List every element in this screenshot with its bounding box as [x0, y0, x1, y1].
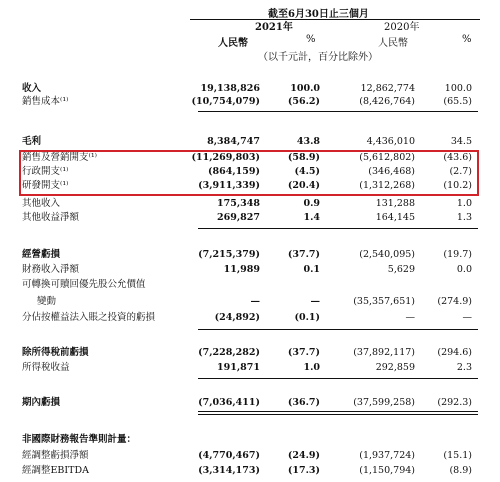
value-2020: (37,892,117)	[353, 347, 415, 358]
pct-2020: 1.3	[456, 212, 472, 223]
row-label: 毛利	[22, 136, 42, 147]
table-row	[0, 450, 500, 462]
pct-2020: 34.5	[450, 136, 472, 147]
table-row	[0, 279, 500, 291]
pct-2020: 1.0	[456, 198, 472, 209]
row-label: 經營虧損	[22, 249, 61, 260]
pct-2021: (37.7)	[287, 347, 320, 358]
value-2020: (5,612,802)	[359, 152, 415, 163]
pct-2021: (36.7)	[287, 397, 320, 408]
row-label: 研發開支⁽¹⁾	[22, 180, 69, 191]
row-label: 財務收入淨額	[22, 264, 80, 275]
pct-2020-header: %	[462, 34, 472, 45]
pct-2020: 2.3	[456, 362, 472, 373]
value-2020: (37,599,258)	[353, 397, 415, 408]
rmb-2020-header: 人民幣	[378, 38, 408, 49]
row-label: 行政開支⁽¹⁾	[22, 166, 69, 177]
unit-note: （以千元計，百分比除外）	[258, 52, 378, 63]
rmb-2021-header: 人民幣	[218, 38, 248, 49]
table-row	[0, 136, 500, 148]
value-2021: 191,871	[217, 362, 260, 373]
row-label: 非國際財務報告準則計量：	[22, 434, 137, 445]
row-label: 經調整EBITDA	[22, 465, 89, 476]
value-2021: (11,269,803)	[191, 152, 260, 163]
pct-2020: (2.7)	[449, 166, 472, 177]
subtotal-rule	[198, 111, 478, 112]
pct-2020: (15.1)	[443, 450, 472, 461]
pct-2020: (292.3)	[437, 397, 472, 408]
row-label: 變動	[37, 296, 57, 307]
pct-2020: (65.5)	[443, 96, 472, 107]
subtotal-rule	[198, 329, 478, 330]
pct-2020: (19.7)	[443, 249, 472, 260]
row-label: 除所得稅前虧損	[22, 347, 89, 358]
header-rule	[190, 19, 480, 20]
value-2020: 4,436,010	[366, 136, 415, 147]
table-row	[0, 465, 500, 477]
table-row	[0, 96, 500, 108]
value-2021: (3,314,173)	[198, 465, 260, 476]
value-2021: (10,754,079)	[191, 96, 260, 107]
value-2020: (2,540,095)	[359, 249, 415, 260]
pct-2021: (56.2)	[287, 96, 320, 107]
pct-2021: (58.9)	[287, 152, 320, 163]
table-row	[0, 198, 500, 210]
subtotal-rule	[198, 228, 478, 229]
pct-2020: (8.9)	[449, 465, 472, 476]
value-2020: —	[405, 312, 415, 323]
pct-2021: 1.4	[303, 212, 320, 223]
value-2021: (3,911,339)	[198, 180, 260, 191]
pct-2020: (274.9)	[437, 296, 472, 307]
value-2020: 164,145	[375, 212, 415, 223]
total-double-rule	[198, 411, 478, 415]
value-2021: 19,138,826	[200, 83, 260, 94]
table-row	[0, 212, 500, 224]
pct-2020: (43.6)	[443, 152, 472, 163]
row-label: 銷售成本⁽¹⁾	[22, 96, 69, 107]
row-label: 其他收益淨額	[22, 212, 80, 223]
pct-2021: 1.0	[303, 362, 320, 373]
row-label: 銷售及營銷開支⁽¹⁾	[22, 152, 97, 163]
value-2021: (7,215,379)	[198, 249, 260, 260]
pct-2020: 100.0	[444, 83, 472, 94]
row-label: 所得稅收益	[22, 362, 70, 373]
table-row	[0, 83, 500, 95]
pct-2021: 0.1	[303, 264, 320, 275]
value-2020: 131,288	[375, 198, 415, 209]
pct-2021: 0.9	[303, 198, 320, 209]
value-2020: (35,357,651)	[353, 296, 415, 307]
pct-2021: (20.4)	[287, 180, 320, 191]
subtotal-rule	[198, 378, 478, 379]
year-2020-header: 2020年	[384, 22, 420, 33]
table-row	[0, 362, 500, 374]
value-2020: 12,862,774	[360, 83, 415, 94]
table-row	[0, 397, 500, 409]
value-2021: (7,228,282)	[198, 347, 260, 358]
table-row	[0, 296, 500, 308]
value-2020: (1,150,794)	[359, 465, 415, 476]
value-2020: 5,629	[387, 264, 415, 275]
pct-2021: 100.0	[290, 83, 320, 94]
value-2020: 292,859	[375, 362, 415, 373]
value-2020: (1,312,268)	[359, 180, 415, 191]
table-row	[0, 312, 500, 324]
value-2021: (864,159)	[208, 166, 260, 177]
value-2021: (24,892)	[214, 312, 260, 323]
table-row	[0, 249, 500, 261]
table-row	[0, 347, 500, 359]
table-row	[0, 264, 500, 276]
row-label: 分佔按權益法入賬之投資的虧損	[22, 312, 156, 323]
pct-2021-header: %	[306, 34, 316, 45]
pct-2020: —	[462, 312, 472, 323]
pct-2020: (10.2)	[443, 180, 472, 191]
row-label: 其他收入	[22, 198, 61, 209]
pct-2020: (294.6)	[437, 347, 472, 358]
highlight-box	[19, 150, 479, 196]
year-2021-header: 2021年	[255, 22, 293, 33]
value-2020: (346,468)	[368, 166, 415, 177]
pct-2020: 0.0	[456, 264, 472, 275]
row-label: 經調整虧損淨額	[22, 450, 89, 461]
value-2021: (7,036,411)	[198, 397, 260, 408]
value-2020: (8,426,764)	[359, 96, 415, 107]
value-2021: 8,384,747	[207, 136, 260, 147]
row-label: 可轉換可贖回優先股公允價值	[22, 279, 146, 290]
value-2021: (4,770,467)	[198, 450, 260, 461]
pct-2021: 43.8	[296, 136, 320, 147]
value-2021: —	[250, 296, 260, 307]
pct-2021: (4.5)	[294, 166, 320, 177]
value-2021: 11,989	[223, 264, 260, 275]
row-label: 期內虧損	[22, 397, 61, 408]
pct-2021: —	[310, 296, 320, 307]
value-2020: (1,937,724)	[359, 450, 415, 461]
pct-2021: (24.9)	[287, 450, 320, 461]
pct-2021: (0.1)	[294, 312, 320, 323]
period-title: 截至6月30日止三個月	[268, 9, 369, 20]
value-2021: 175,348	[217, 198, 260, 209]
pct-2021: (37.7)	[287, 249, 320, 260]
table-row	[0, 434, 500, 446]
pct-2021: (17.3)	[287, 465, 320, 476]
value-2021: 269,827	[217, 212, 260, 223]
row-label: 收入	[22, 83, 42, 94]
